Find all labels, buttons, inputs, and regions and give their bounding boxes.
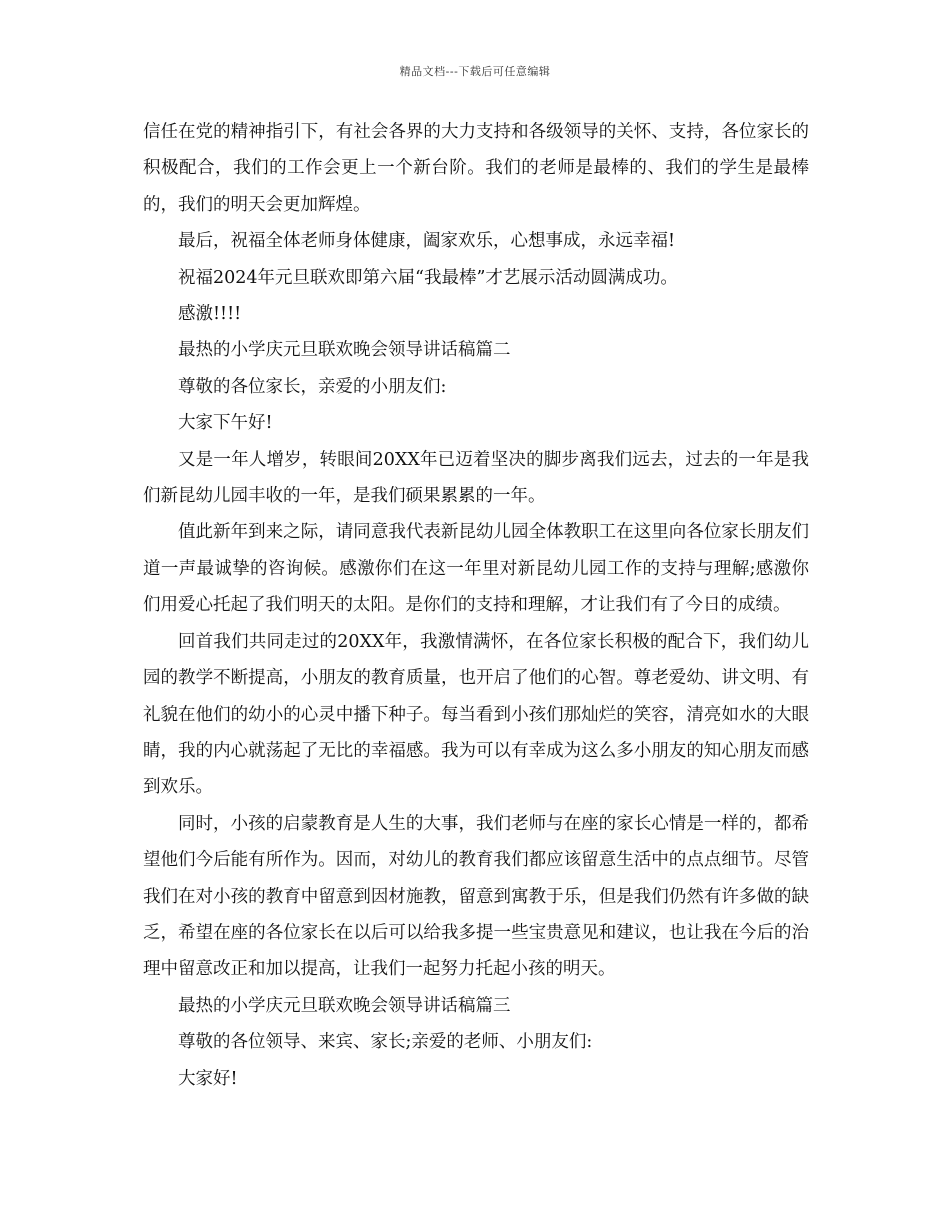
- salutation-3: 尊敬的各位领导、来宾、家长;亲爱的老师、小朋友们:: [178, 1032, 593, 1053]
- paragraph-event-wishes: 祝福2024年元旦联欢即第六届“我最棒”才艺展示活动圆满成功。: [178, 267, 678, 288]
- greeting-3: 大家好!: [178, 1068, 238, 1089]
- section-heading-2: 最热的小学庆元旦联欢晚会领导讲话稿篇二: [178, 340, 511, 361]
- paragraph-new-year: 又是一年人增岁，转眼间20XX年已迈着坚决的脚步离我们远去，过去的一年是我们新昆幼儿园丰收的一年，是我们硕果累累的一年。: [143, 449, 809, 507]
- paragraph-review: 回首我们共同走过的20XX年，我激情满怀，在各位家长积极的配合下，我们幼儿园的教学不断提高，小朋友的教育质量，也开启了他们的心智。尊老爱幼、讲文明、有礼貌在他们的幼小的心灵中播下种子。每当看到小孩们那灿烂的笑容，清亮如水的大眼睛，我的内心就荡起了无比的幸福感。我为可以有幸成为这么多小朋友的知心朋友而感到欢乐。: [143, 631, 809, 798]
- paragraph-continuation: 信任在党的精神指引下，有社会各界的大力支持和各级领导的关怀、支持，各位家长的积极配合，我们的工作会更上一个新台阶。我们的老师是最棒的、我们的学生是最棒的，我们的明天会更加辉煌。: [143, 122, 809, 215]
- page-header: 精品文档---下载后可任意编辑: [399, 65, 551, 78]
- document-body: [143, 114, 809, 1097]
- greeting-2: 大家下午好!: [178, 413, 273, 434]
- paragraph-regards: 值此新年到来之际，请同意我代表新昆幼儿园全体教职工在这里向各位家长朋友们道一声最诚挚的咨询候。感激你们在这一年里对新昆幼儿园工作的支持与理解;感激你们用爱心托起了我们明天的太阳。是你们的支持和理解，才让我们有了今日的成绩。: [143, 522, 809, 616]
- paragraph-education: 同时，小孩的启蒙教育是人生的大事，我们老师与在座的家长心情是一样的，都希望他们今后能有所作为。因而，对幼儿的教育我们都应该留意生活中的点点细节。尽管我们在对小孩的教育中留意到因材施教，留意到寓教于乐，但是我们仍然有许多做的缺乏，希望在座的各位家长在以后可以给我多提一些宝贵意见和建议，也让我在今后的治理中留意改正和加以提高，让我们一起努力托起小孩的明天。: [143, 813, 809, 980]
- paragraph-closing-wishes: 最后，祝福全体老师身体健康，阖家欢乐，心想事成，永远幸福!: [178, 231, 676, 252]
- salutation-2: 尊敬的各位家长，亲爱的小朋友们:: [178, 376, 447, 397]
- section-heading-3: 最热的小学庆元旦联欢晚会领导讲话稿篇三: [178, 995, 511, 1016]
- paragraph-thanks: 感激!!!!: [178, 304, 242, 325]
